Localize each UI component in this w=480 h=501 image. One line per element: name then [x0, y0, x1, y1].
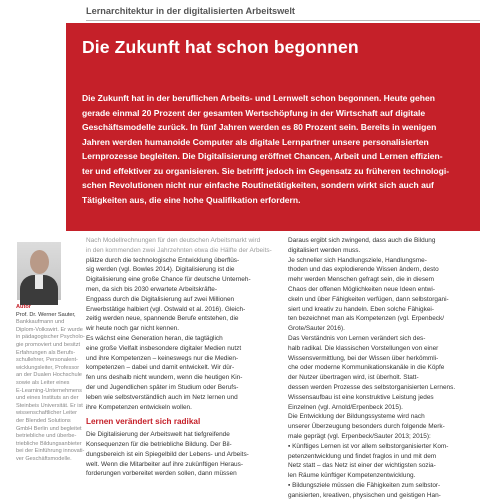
- bullet-line: Netz statt – das Netz ist einer der wichtigsten sozia-: [288, 462, 436, 470]
- body-line: Wissensvermittlung, bei der Wissen über herkömmli-: [288, 354, 439, 362]
- intro-line: in den kommenden zwei Jahrzehnten etwa die Hälfte der Arbeits-: [86, 246, 272, 254]
- body-line: und ihre Kompetenzen – keineswegs nur die Medien-: [86, 354, 239, 362]
- body-line: eine große Vielfalt insbesondere digitaler Medien nutzt: [86, 344, 242, 352]
- author-photo-head: [30, 250, 49, 274]
- author-bio-line: Steinbeis Universität. Er ist: [16, 402, 83, 409]
- body-line: welt. Wenn die Mitarbeiter auf ihre zukünftigen Heraus-: [86, 460, 243, 468]
- body-line: Das Verständnis von Lernen verändert sich des-: [288, 334, 426, 342]
- body-line: che oder moderne Kommunikationskanäle in die Köpfe: [288, 364, 445, 372]
- intro-line: Nach Modellrechnungen für den deutschen Arbeitsmarkt wird: [86, 237, 261, 244]
- body-line: men, da sich bis 2030 erwartete Arbeitskräfte-: [86, 285, 217, 293]
- body-line: Die Digitalisierung der Arbeitswelt hat tiefgreifende: [86, 431, 230, 439]
- lead-line: Geschäftsmodelle zurück. In fünf Jahren werden es 80 Prozent sein. Bereits in wenigen: [82, 122, 437, 132]
- body-line: halb radikal. Die klassischen Vorstellungen von einer: [288, 344, 439, 352]
- body-line: Engpass durch die Digitalisierung auf zwei Millionen: [86, 295, 235, 303]
- bullet-line: ▪ Künftiges Lernen ist vor allem selbstorganisierter Kom-: [288, 442, 449, 450]
- body-line: fen uns deshalb nicht wundern, wenn die heutigen Kin-: [86, 374, 243, 382]
- body-line: Digitalisierung eine große Chance für deutsche Unterneh-: [86, 276, 251, 284]
- section-subheading: Lernen verändert sich radikal: [86, 417, 201, 427]
- body-line: leben wie selbstverständlich auch im Netz lernen und: [86, 393, 238, 401]
- bullet-line: ganisierten, kreativen, physischen und geistigen Han-: [288, 491, 441, 499]
- bullet-line: ▪ Bildungsziele müssen die Fähigkeiten zum selbstor-: [288, 481, 441, 489]
- body-line: thoden und das explodierende Wissen ändern, desto: [288, 266, 439, 274]
- author-bio-line: wissenschaftlicher Leiter: [16, 410, 77, 417]
- body-line: der Nutzer übertragen wird, ist überholt. Statt-: [288, 374, 419, 382]
- body-line: Erwerbstätige halbiert (vgl. Ostwald et al. 2016). Gleich-: [86, 305, 246, 313]
- author-bio-line: Bankkaufmann und: [16, 319, 65, 326]
- body-line: Es wächst eine Generation heran, die tagtäglich: [86, 334, 223, 342]
- body-column-right: [288, 236, 476, 501]
- author-bio-line: schullehrer, Personalent-: [16, 357, 78, 364]
- body-line: ihre Kompetenzen entwickeln wollen.: [86, 403, 192, 411]
- author-bio-line: und eines Instituts an der: [16, 395, 79, 402]
- author-bio-line: wicklungsleiter, Professor: [16, 364, 80, 371]
- author-bio-line: Diplom-Volkswirt. Er wurde: [16, 326, 83, 333]
- lead-paragraph: [82, 91, 474, 207]
- rubric-divider: [86, 20, 480, 21]
- body-line: Daraus ergibt sich zwingend, dass auch die Bildung: [288, 237, 436, 244]
- body-line: ten bezeichnet man als Kompetenzen (vgl. Erpenbeck/: [288, 315, 445, 323]
- body-line: kompetenzen – dabei und damit entwickelt. Wir dür-: [86, 364, 235, 372]
- body-line: sig werden (vgl. Bowles 2014). Digitalisierung ist die: [86, 266, 235, 274]
- bullet-line: petenzentwicklung und findet fraglos in und mit dem: [288, 452, 437, 460]
- author-bio-line: betriebliche und überbe-: [16, 433, 77, 440]
- author-photo: [17, 242, 61, 300]
- rubric-title: Lernarchitektur in der digitalisierten Arbeitswelt: [86, 6, 295, 16]
- body-line: Einzelnen (vgl. Arnold/Erpenbeck 2015).: [288, 403, 403, 411]
- body-line: Grote/Sauter 2016).: [288, 325, 345, 333]
- lead-line: Lernprozesse begleiten. Die Digitalisierung eröffnet Chancen, Arbeit und Lernen effizien-: [82, 151, 443, 161]
- lead-line: Die Zukunft hat in der beruflichen Arbeits- und Lernwelt schon begonnen. Heute gehen: [82, 93, 435, 103]
- author-bio-line: triebliche Bildungsanbieter: [16, 440, 82, 447]
- body-line: plätze durch die technologische Entwicklung überflüs-: [86, 256, 240, 264]
- body-line: ckeln und über Fähigkeiten verfügen, dann selbstorgani-: [288, 295, 449, 303]
- author-photo-collar: [35, 275, 43, 289]
- body-line: digitalisiert werden muss.: [288, 246, 361, 254]
- lead-line: gerade einmal 20 Prozent der gesamten Wertschöpfung in der Wirtschaft auf digitale: [82, 107, 426, 118]
- author-bio-line: sowie als Leiter eines: [16, 379, 70, 386]
- body-line: wir heute noch gar nicht kennen.: [86, 325, 180, 333]
- lead-line: Jahren werden humanoide Computer als digitale Lernpartner unsere personalisierten: [82, 136, 429, 147]
- bullet-line: len Räume künftiger Kompetenzentwicklung.: [288, 472, 416, 480]
- author-bio-line: gie promoviert und besitzt: [16, 341, 81, 348]
- lead-line: schen Revolutionen nicht nur einfache Routinetätigkeiten, sondern wirkt sich auch auf: [82, 180, 434, 190]
- body-line: dungsbereich ist ein Spiegelbild der Lebens- und Arbeits-: [86, 450, 249, 458]
- body-column-left: [86, 236, 272, 479]
- body-line: Konsequenzen für die betriebliche Bildung. Der Bil-: [86, 440, 232, 448]
- title-banner: [66, 23, 480, 231]
- body-line: Wissensaufbau ist eine konstruktive Leistung jedes: [288, 393, 434, 401]
- body-line: dessen werden Prozesse des selbstorganisierten Lernens.: [288, 383, 456, 391]
- body-line: Chaos der offenen Möglichkeiten neue Ideen entwi-: [288, 285, 435, 293]
- author-name: Prof. Dr. Werner Sauter,: [16, 311, 76, 318]
- author-label: Autor: [16, 304, 31, 310]
- body-line: unserer Überzeugung besonders durch folgende Merk-: [288, 423, 445, 431]
- body-line: Die Entwicklung der Bildungssysteme wird nach: [288, 413, 425, 421]
- body-line: der und Jugendlichen später im Studium oder Berufs-: [86, 383, 239, 391]
- author-bio-line: GmbH Berlin und begleitet: [16, 425, 82, 432]
- author-bio-line: bei der Einführung innovati-: [16, 448, 85, 455]
- article-title: Die Zukunft hat schon begonnen: [82, 37, 359, 57]
- body-line: Je schneller sich Handlungsziele, Handlungsme-: [288, 256, 427, 264]
- body-line: zeitig werden neue, spannende Berufe entstehen, die: [86, 315, 239, 323]
- body-line: male geprägt (vgl. Erpenbeck/Sauter 2013; 2015):: [288, 432, 431, 440]
- author-bio-line: an der Dualen Hochschule: [16, 372, 82, 379]
- author-bio-line: ver Geschäftsmodelle.: [16, 455, 72, 462]
- rubric-header: [0, 0, 480, 22]
- author-bio-line: E-Learning-Unternehmens: [16, 387, 82, 394]
- author-bio-line: in pädagogischer Psycholo-: [16, 334, 85, 341]
- lead-line: Tätigkeiten aus, die eine hohe Qualifikation erfordern.: [82, 194, 301, 205]
- author-bio-line: der Blended Solutions: [16, 417, 71, 424]
- body-line: mehr werden Menschen gefragt sein, die in diesem: [288, 276, 434, 284]
- author-sidebar: [16, 304, 85, 463]
- lead-line: ter und effektiver zu organisieren. Sie betrifft jedoch im Gegensatz zu früheren technologi-: [82, 165, 450, 176]
- body-line: siert und kreativ zu handeln. Eben solche Fähigkei-: [288, 305, 435, 313]
- author-bio-line: Erfahrungen als Berufs-: [16, 349, 76, 356]
- body-line: forderungen vorbereitet werden sollen, dann müssen: [86, 470, 237, 478]
